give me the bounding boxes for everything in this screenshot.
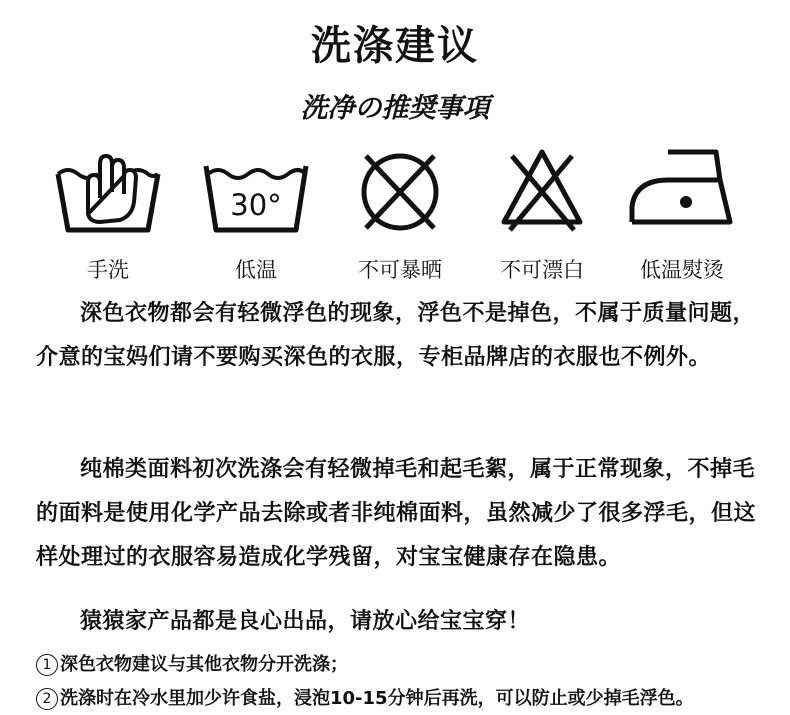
care-item-no-bleach [472,142,612,282]
note-text: 深色衣物建议与其他衣物分开洗涤； [60,654,348,675]
care-label-low-iron: 低温熨烫 [640,258,724,282]
no-tumble-dry-icon [330,142,470,242]
paragraph-color-notice: 深色衣物都会有轻微浮色的现象，浮色不是掉色，不属于质量问题，介意的宝妈们请不要购买深色的衣服，专柜品牌店的衣服也不例外。 [36,301,756,370]
note-number-badge: 1 [36,654,58,676]
care-item-hand-wash [38,142,178,282]
low-temp-wash-icon [186,142,326,242]
page-subtitle: 洗净の推奨事項 [300,93,490,124]
paragraph-cotton-notice: 纯棉类面料初次洗涤会有轻微掉毛和起毛絮，属于正常现象，不掉毛的面料是使用化学产品去除或者非纯棉面料，虽然减少了很多浮毛，但这样处理过的衣服容易造成化学残留，对宝宝健康存在隐患。 [36,457,757,570]
care-label-low-temp: 低温 [235,258,277,282]
note-item-1 [36,650,786,676]
no-bleach-icon [472,142,612,242]
care-item-low-iron [612,142,752,282]
temp-text: 30° [230,188,282,222]
note-text: 洗涤时在冷水里加少许食盐，浸泡10-15分钟后再洗，可以防止或少掉毛浮色。 [60,688,694,709]
page-title: 洗涤建议 [311,23,479,69]
note-item-2 [36,684,786,710]
care-label-no-bleach: 不可漂白 [500,258,584,282]
note-number-badge: 2 [36,688,58,710]
care-label-no-tumble-dry: 不可暴晒 [358,258,442,282]
paragraph-quality-assurance: 猿猿家产品都是良心出品，请放心给宝宝穿！ [80,609,531,634]
hand-wash-icon [38,142,178,242]
low-iron-icon [612,142,752,242]
care-icons-row [0,142,790,282]
care-item-no-tumble-dry [330,142,470,282]
care-label-hand-wash: 手洗 [87,258,129,282]
care-item-low-temp [186,142,326,282]
